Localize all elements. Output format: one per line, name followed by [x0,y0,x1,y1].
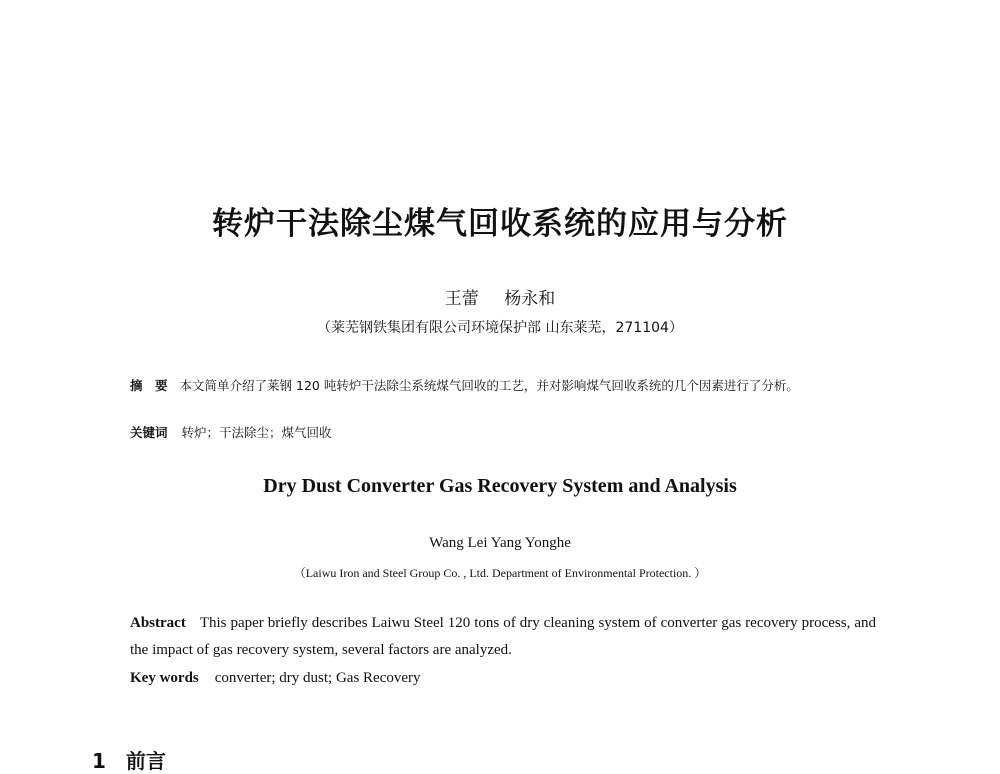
chinese-affiliation: （莱芜钢铁集团有限公司环境保护部 山东莱芜，271104） [317,320,683,336]
english-abstract [130,610,876,664]
english-abstract-text: This paper briefly describes Laiwu Steel 120 tons of dry cleaning system of converter gas recovery process, and the impact of gas recovery system, several factors are analyzed. [130,615,876,658]
author-1: 王蕾 [444,289,479,309]
english-keywords-text: converter; dry dust; Gas Recovery [214,670,421,686]
english-keywords [130,665,876,692]
chinese-abstract [130,373,876,398]
author-2: 杨永和 [504,289,556,309]
chinese-keywords [130,423,876,443]
english-affiliation: （Laiwu Iron and Steel Group Co. , Ltd. Department of Environmental Protection. ） [293,566,707,580]
english-title: Dry Dust Converter Gas Recovery System and Analysis [263,475,737,497]
chinese-keywords-text: 转炉；干法除尘；煤气回收 [181,425,332,440]
chinese-abstract-text: 本文简单介绍了莱钢 120 吨转炉干法除尘系统煤气回收的工艺，并对影响煤气回收系统的几个因素进行了分析。 [179,378,799,393]
section-title: 前言 [125,749,166,773]
chinese-abstract-label: 摘 要 [130,378,168,393]
chinese-authors [0,284,1000,309]
english-authors: Wang Lei Yang Yonghe [429,535,571,551]
english-abstract-label: Abstract [130,615,186,631]
english-keywords-label: Key words [130,670,199,686]
section-number: 1 [92,749,106,773]
chinese-keywords-label: 关键词 [130,425,168,440]
chinese-title: 转炉干法除尘煤气回收系统的应用与分析 [212,206,788,242]
